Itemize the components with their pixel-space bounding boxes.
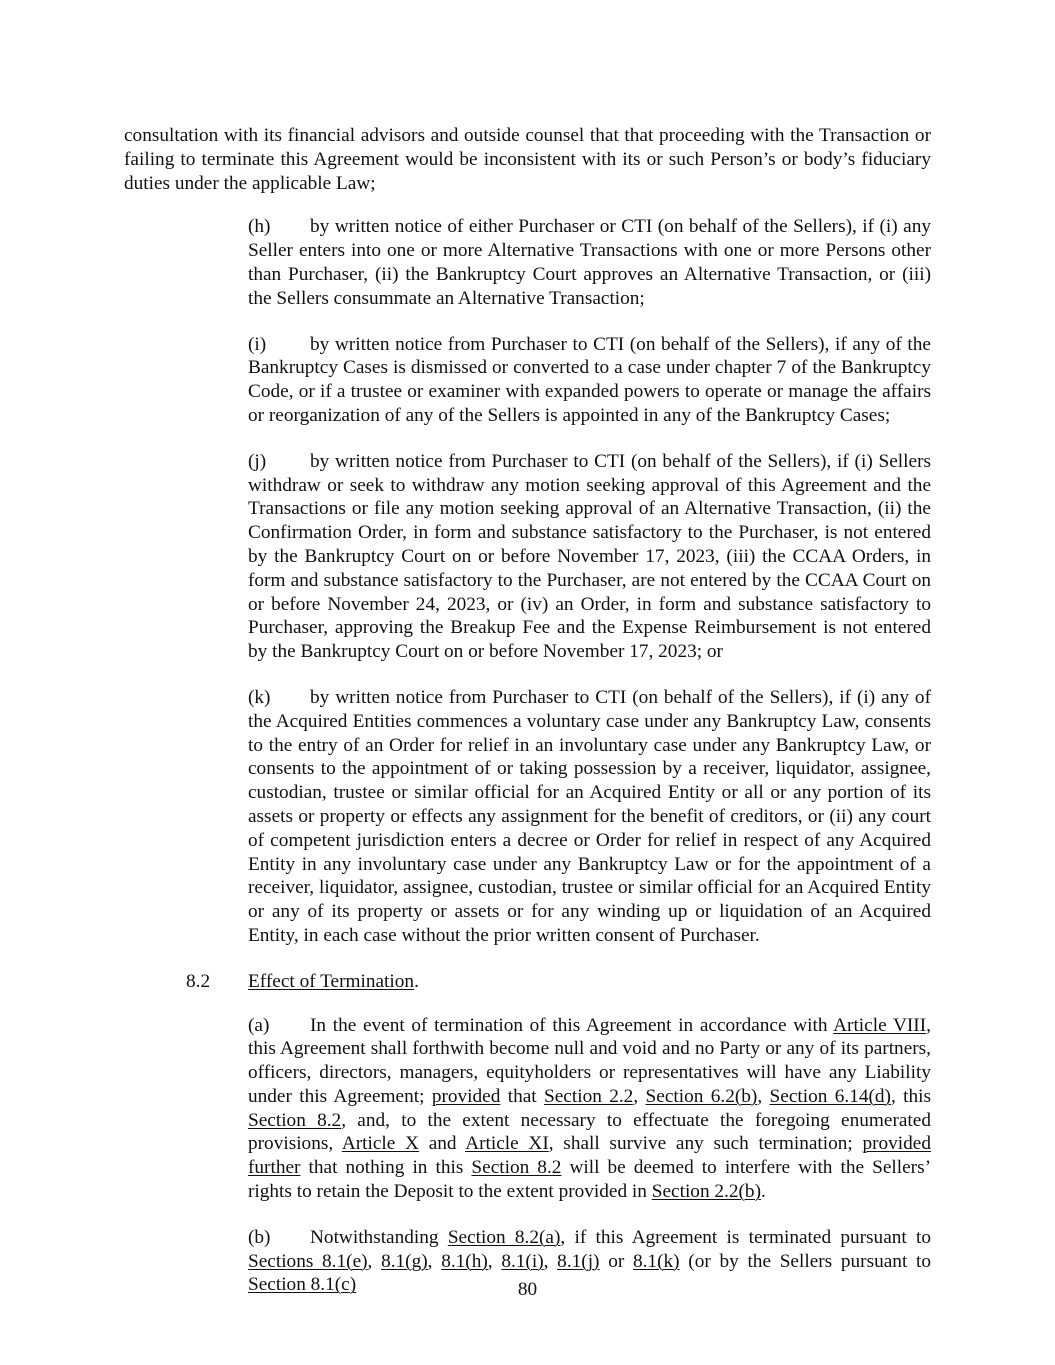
section-heading: 8.2 Effect of Termination. xyxy=(124,970,931,994)
cross-reference: 8.1(i) xyxy=(501,1250,544,1272)
cross-reference: provided xyxy=(862,1133,932,1155)
cross-reference: Section 2.2 xyxy=(544,1085,634,1107)
clause-i: (i) by written notice from Purchaser to CTI (on behalf of the Sellers), if any of the Bankruptcy Cases is dismissed or converted to a case under chapter 7 of the Bankruptcy Code, or if a trustee or examiner with expanded powers to operate or manage the affairs or reorganization of any of the Sellers is appointed in any of the Bankruptcy Cases; xyxy=(248,333,931,426)
clause-a: (a) In the event of termination of this Agreement in accordance with Article VIII, this Agreement shall forthwith become null and void and no Party or any of its partners, officers, directors, managers, equityholders or representatives will have any Liability under this Agreement; provided that Section 2.2, Section 6.2(b), Section 6.14(d), this Section 8.2, and, to the extent necessary to effectuate the foregoing enumerated provisions, Article X and Article XI, shall survive any such termination; provided further that nothing in this Section 8.2 will be deemed to interfere with the Sellers’ rights to retain the Deposit to the extent provided in Section 2.2(b). xyxy=(248,1014,932,1203)
cross-reference: 8.1(g) xyxy=(381,1250,428,1272)
cross-reference: 8.1(k) xyxy=(632,1250,680,1272)
cross-reference: provided xyxy=(431,1085,501,1107)
cross-reference: Article VIII xyxy=(833,1014,927,1036)
cross-reference: Section 6.14(d) xyxy=(769,1085,891,1107)
intro-paragraph: consultation with its financial advisors and outside counsel that that proceeding with the Transaction or failing to terminate this Agreement would be inconsistent with its or such Person’s or body’s fiduciary duties under the applicable Law; xyxy=(124,125,931,194)
clause-label: (a) xyxy=(248,1014,270,1036)
section-number: 8.2 xyxy=(186,970,211,992)
cross-reference: Section 2.2(b) xyxy=(651,1181,761,1203)
cross-reference: Section 8.2 xyxy=(471,1157,562,1179)
clause-label: (b) xyxy=(248,1226,271,1248)
cross-reference: 8.1(h) xyxy=(441,1250,488,1272)
cross-reference: 8.1(j) xyxy=(557,1250,600,1272)
clause-j: (j) by written notice from Purchaser to CTI (on behalf of the Sellers), if (i) Sellers withdraw or seek to withdraw any motion seeking approval of this Agreement and the Transactions or file any motion seeking approval of an Alternative Transaction, (ii) the Confirmation Order, in form and substance satisfactory to the Purchaser, is not entered by the Bankruptcy Court on or before November 17, 2023, (iii) the CCAA Orders, in form and substance satisfactory to the Purchaser, are not entered by the CCAA Court on or before November 24, 2023, or (iv) an Order, in form and substance satisfactory to Purchaser, approving the Breakup Fee and the Expense Reimbursement is not entered by the Bankruptcy Court on or before November 17, 2023; or xyxy=(248,450,931,663)
cross-reference: further xyxy=(248,1157,301,1179)
clause-k: (k) by written notice from Purchaser to CTI (on behalf of the Sellers), if (i) any of the Acquired Entities commences a voluntary case under any Bankruptcy Law, consents to the entry of an Order for relief in an involuntary case under any Bankruptcy Law, or consents to the appointment of or taking possession by a receiver, liquidator, assignee, custodian, trustee or similar official for an Acquired Entity or all or any portion of its assets or property or effects any assignment for the benefit of creditors, or (ii) any court of competent jurisdiction enters a decree or Order for relief in respect of any Acquired Entity in any involuntary case under any Bankruptcy Law or for the appointment of a receiver, liquidator, assignee, custodian, trustee or similar official for an Acquired Entity or any of its property or assets or for any winding up or liquidation of an Acquired Entity, in each case without the prior written consent of Purchaser. xyxy=(248,686,931,946)
cross-reference: Sections 8.1(e) xyxy=(248,1250,368,1272)
cross-reference: Section 6.2(b) xyxy=(645,1085,758,1107)
cross-reference: Article XI xyxy=(465,1133,549,1155)
cross-reference: Section 8.2 xyxy=(248,1109,342,1131)
page-number: 80 xyxy=(517,1279,538,1300)
clause-label: (k) xyxy=(248,686,271,708)
cross-reference: Section 8.2(a) xyxy=(447,1226,561,1248)
cross-reference: Section 8.1(c) xyxy=(248,1274,357,1296)
clause-label: (j) xyxy=(248,450,267,472)
clause-b: (b) Notwithstanding Section 8.2(a), if this Agreement is terminated pursuant to Sections 8.1(e), 8.1(g), 8.1(h), 8.1(i), 8.1(j) or 8.1(k) (or by the Sellers pursuant to Section 8.1(c) xyxy=(248,1226,932,1296)
section-title: Effect of Termination xyxy=(248,970,415,992)
document-page xyxy=(124,124,931,1319)
clause-label: (i) xyxy=(248,333,267,355)
clause-h: (h) by written notice of either Purchaser or CTI (on behalf of the Sellers), if (i) any Seller enters into one or more Alternative Transactions with one or more Persons other than Purchaser, (ii) the Bankruptcy Court approves an Alternative Transaction, or (iii) the Sellers consummate an Alternative Transaction; xyxy=(248,216,931,309)
clause-label: (h) xyxy=(248,216,271,238)
cross-reference: Article X xyxy=(341,1133,419,1155)
